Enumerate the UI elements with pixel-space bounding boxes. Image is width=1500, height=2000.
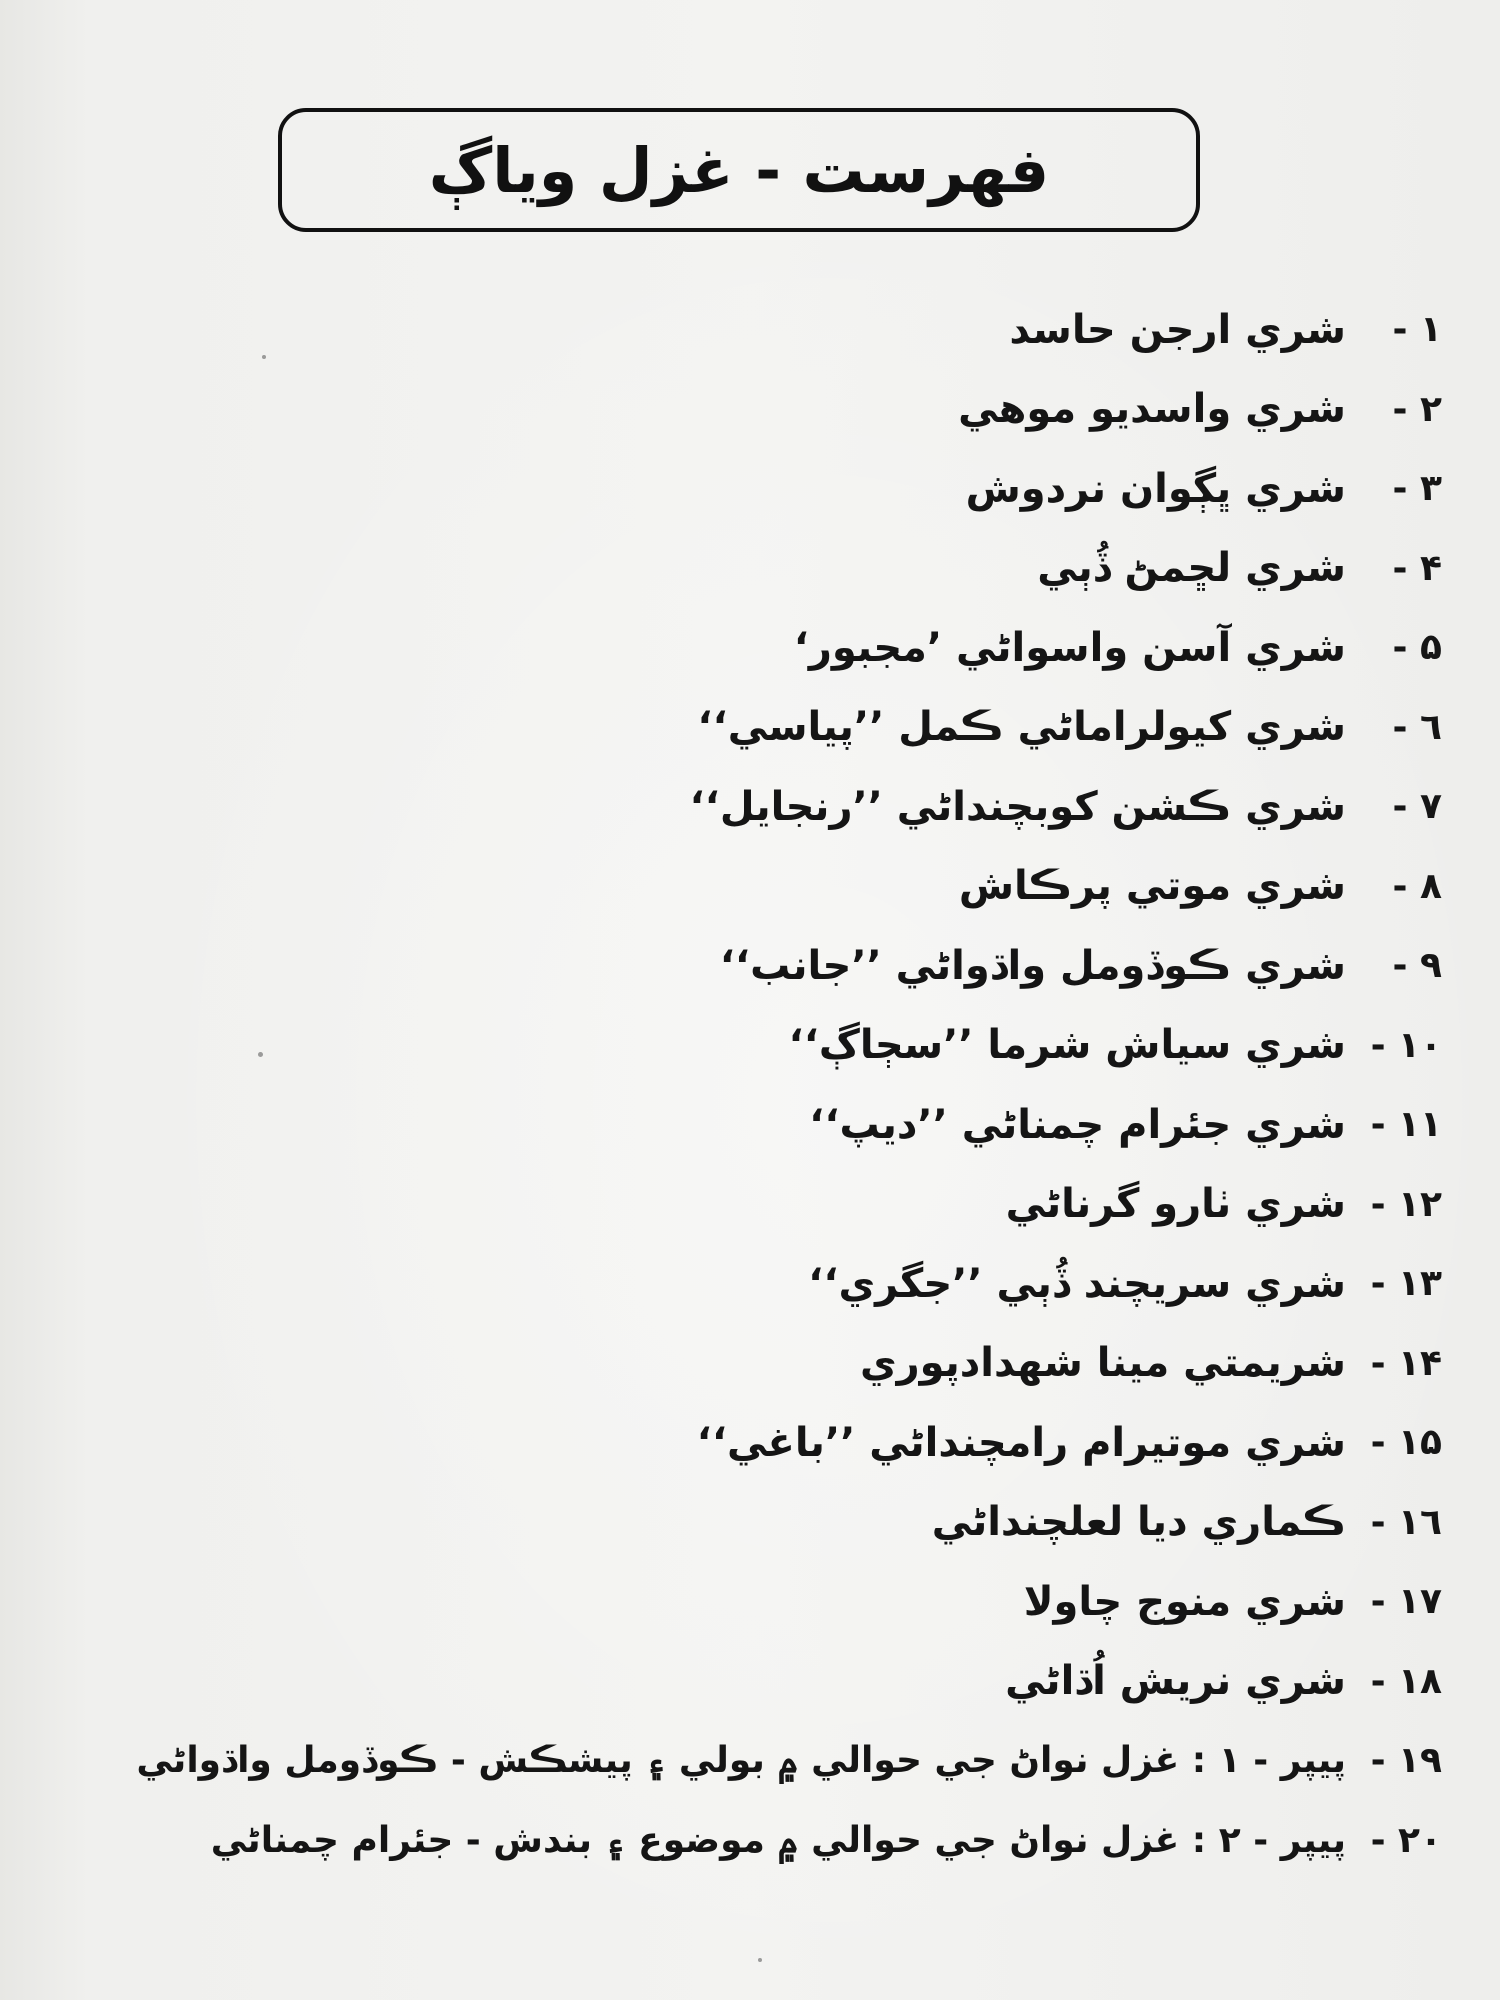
toc-number: ٧ - xyxy=(1392,786,1442,828)
toc-item xyxy=(62,847,1442,927)
toc-item xyxy=(62,1642,1442,1722)
toc-entry-text: شري ڀڳوان نردوش xyxy=(965,465,1346,512)
toc-item xyxy=(62,449,1442,529)
toc-entry-text: شري موتي پرڪاش xyxy=(958,863,1346,910)
toc-number: ۵ - xyxy=(1392,627,1442,669)
toc-entry-text: پيپر - ٢ : غزل نواڻ جي حوالي ۾ موضوع ۽ بندش - جئرام چمناڻي xyxy=(210,1819,1346,1861)
toc-entry-text: شري موتيرام رامچنداڻي ’’باغي‘‘ xyxy=(696,1419,1346,1466)
toc-entry-text: شري آسن واسواڻي ’مجبور‘ xyxy=(793,624,1346,671)
toc-item xyxy=(62,1244,1442,1324)
toc-entry-text: شري واسديو موهي xyxy=(958,386,1346,433)
toc-item xyxy=(62,767,1442,847)
toc-entry-text: شري منوج چاولا xyxy=(1023,1578,1346,1625)
toc-entry-text: شريمتي مينا شهدادپوري xyxy=(859,1340,1346,1387)
toc-entry-text: شري لڇمڻ ڏُٻي xyxy=(1037,545,1346,592)
scan-speck xyxy=(258,1052,263,1057)
table-of-contents xyxy=(62,290,1442,1880)
toc-item xyxy=(62,1165,1442,1245)
toc-item xyxy=(62,1483,1442,1563)
toc-entry-text: شري سريچند ڏُٻي ’’جگري‘‘ xyxy=(808,1260,1346,1307)
scan-speck xyxy=(262,355,266,359)
toc-item xyxy=(62,1324,1442,1404)
toc-item xyxy=(62,608,1442,688)
toc-number: ٩ - xyxy=(1392,945,1442,987)
toc-number: ٨ - xyxy=(1392,865,1442,907)
toc-item xyxy=(62,1801,1442,1881)
toc-number: ١٦ - xyxy=(1370,1501,1442,1543)
toc-number: ٢٠ - xyxy=(1370,1819,1442,1861)
toc-number: ١٩ - xyxy=(1370,1740,1442,1782)
toc-entry-text: پيپر - ١ : غزل نواڻ جي حوالي ۾ بولي ۽ پيشڪش - ڪوڏومل واڌواڻي xyxy=(136,1740,1346,1782)
toc-entry-text: شري سياش شرما ’’سڄاڳ‘‘ xyxy=(788,1022,1346,1069)
toc-item xyxy=(62,1085,1442,1165)
toc-number: ٦ - xyxy=(1392,706,1442,748)
toc-number: ١٢ - xyxy=(1370,1183,1442,1225)
toc-number: ١٠ - xyxy=(1370,1024,1442,1066)
toc-item xyxy=(62,370,1442,450)
toc-number: ١١ - xyxy=(1370,1104,1442,1146)
toc-entry-text: شري ڪشن کوبچنداڻي ’’رنجايل‘‘ xyxy=(689,783,1346,830)
toc-number: ١٧ - xyxy=(1370,1581,1442,1623)
toc-entry-text: شري ارجن حاسد xyxy=(1009,306,1346,353)
toc-number: ١٨ - xyxy=(1370,1660,1442,1702)
toc-number: ٢ - xyxy=(1392,388,1442,430)
toc-number: ۴ - xyxy=(1392,547,1442,589)
toc-number: ١٣ - xyxy=(1370,1263,1442,1305)
toc-item xyxy=(62,290,1442,370)
scan-speck xyxy=(758,1958,762,1962)
toc-item xyxy=(62,1403,1442,1483)
toc-item xyxy=(62,529,1442,609)
toc-number: ١۴ - xyxy=(1370,1342,1442,1384)
toc-entry-text: شري ڪوڏومل واڌواڻي ’’جانب‘‘ xyxy=(719,942,1346,989)
toc-item xyxy=(62,1721,1442,1801)
toc-item xyxy=(62,1562,1442,1642)
toc-item xyxy=(62,688,1442,768)
title-frame xyxy=(278,108,1200,232)
toc-entry-text: شري نريش اُڌاڻي xyxy=(1005,1658,1346,1705)
toc-item xyxy=(62,1006,1442,1086)
toc-number: ٣ - xyxy=(1392,468,1442,510)
toc-entry-text: شري جئرام چمناڻي ’’ديپ‘‘ xyxy=(809,1101,1346,1148)
toc-item xyxy=(62,926,1442,1006)
page-title: فهرست - غزل وياڳ xyxy=(428,133,1050,207)
toc-entry-text: ڪماري ديا لعلچنداڻي xyxy=(931,1499,1346,1546)
toc-number: ١ - xyxy=(1392,309,1442,351)
toc-number: ١۵ - xyxy=(1370,1422,1442,1464)
toc-entry-text: شري ٺارو گرناڻي xyxy=(1005,1181,1346,1228)
toc-entry-text: شري کيولراماڻي ڪمل ’’پياسي‘‘ xyxy=(697,704,1346,751)
